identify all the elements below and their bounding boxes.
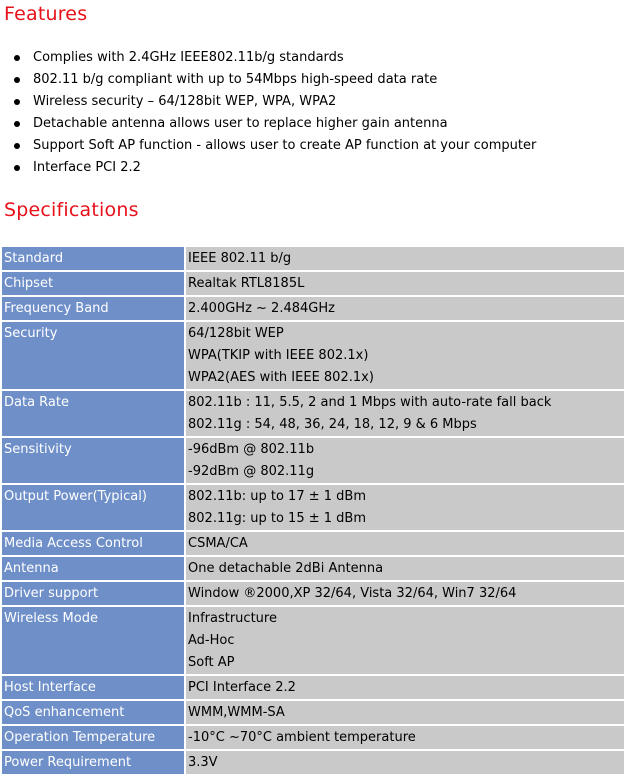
spec-label [2, 247, 184, 270]
spec-value [186, 676, 624, 699]
spec-label-text: Output Power(Typical) [4, 489, 147, 504]
spec-row [2, 532, 624, 555]
spec-row [2, 607, 624, 674]
spec-row [2, 247, 624, 270]
bullet-icon [14, 55, 20, 61]
feature-item [0, 47, 536, 69]
spec-label [2, 532, 184, 555]
bullet-icon [14, 77, 20, 83]
feature-text: Interface PCI 2.2 [33, 160, 141, 175]
spec-label-text: Power Requirement [4, 755, 132, 770]
spec-label-text: Sensitivity [4, 442, 72, 457]
spec-value-line: -96dBm @ 802.11b [188, 442, 315, 457]
feature-item [0, 135, 536, 157]
spec-label [2, 607, 184, 674]
spec-label-text: Chipset [4, 276, 54, 291]
spec-value-line: Realtak RTL8185L [188, 276, 305, 291]
bullet-icon [14, 143, 20, 149]
spec-value [186, 297, 624, 320]
spec-label-text: QoS enhancement [4, 705, 125, 720]
spec-label-text: Standard [4, 251, 64, 266]
features-heading: Features [4, 3, 88, 25]
spec-value-line: Infrastructure [188, 611, 277, 626]
spec-value [186, 582, 624, 605]
spec-row [2, 485, 624, 530]
spec-label [2, 391, 184, 436]
spec-value [186, 322, 624, 389]
spec-row [2, 582, 624, 605]
spec-label-text: Frequency Band [4, 301, 109, 316]
feature-text: 802.11 b/g compliant with up to 54Mbps high-speed data rate [33, 72, 438, 87]
spec-row [2, 676, 624, 699]
spec-value-line: -92dBm @ 802.11g [188, 464, 315, 479]
features-list [0, 47, 536, 179]
spec-row [2, 322, 624, 389]
spec-label [2, 557, 184, 580]
specifications-table [0, 245, 626, 776]
spec-label-text: Driver support [4, 586, 99, 601]
spec-value [186, 557, 624, 580]
spec-label [2, 485, 184, 530]
feature-text: Support Soft AP function - allows user to create AP function at your computer [33, 138, 537, 153]
spec-value-line: 802.11g: up to 15 ± 1 dBm [188, 511, 366, 526]
bullet-icon [14, 165, 20, 171]
spec-value-line: One detachable 2dBi Antenna [188, 561, 384, 576]
spec-label-text: Operation Temperature [4, 730, 156, 745]
feature-item [0, 69, 536, 91]
feature-text: Wireless security – 64/128bit WEP, WPA, WPA2 [33, 94, 337, 109]
bullet-icon [14, 99, 20, 105]
spec-value-line: -10°C ~70°C ambient temperature [188, 730, 416, 745]
spec-label-text: Host Interface [4, 680, 96, 695]
spec-value-line: 2.400GHz ~ 2.484GHz [188, 301, 335, 316]
spec-value-line: 802.11b: up to 17 ± 1 dBm [188, 489, 366, 504]
spec-value-line: CSMA/CA [188, 536, 248, 551]
spec-label-text: Data Rate [4, 395, 69, 410]
spec-value-line: WPA2(AES with IEEE 802.1x) [188, 370, 374, 385]
spec-row [2, 438, 624, 483]
spec-row [2, 391, 624, 436]
spec-label [2, 582, 184, 605]
spec-row [2, 557, 624, 580]
spec-value-line: WPA(TKIP with IEEE 802.1x) [188, 348, 369, 363]
spec-label [2, 322, 184, 389]
spec-label [2, 676, 184, 699]
feature-item [0, 113, 536, 135]
spec-value [186, 532, 624, 555]
spec-row [2, 751, 624, 774]
feature-item [0, 91, 536, 113]
spec-value [186, 751, 624, 774]
spec-label [2, 701, 184, 724]
spec-label [2, 272, 184, 295]
spec-value-line: 3.3V [188, 755, 218, 770]
spec-label [2, 751, 184, 774]
spec-value [186, 272, 624, 295]
spec-value [186, 247, 624, 270]
spec-value-line: Window ®2000,XP 32/64, Vista 32/64, Win7 32/64 [188, 586, 517, 601]
spec-value-line: PCI Interface 2.2 [188, 680, 296, 695]
feature-text: Detachable antenna allows user to replace higher gain antenna [33, 116, 448, 131]
spec-label-text: Antenna [4, 561, 59, 576]
spec-value-line: Ad-Hoc [188, 633, 235, 648]
spec-label [2, 297, 184, 320]
spec-value-line: WMM,WMM-SA [188, 705, 285, 720]
spec-value [186, 391, 624, 436]
spec-value-line: 802.11b : 11, 5.5, 2 and 1 Mbps with auto-rate fall back [188, 395, 552, 410]
spec-value [186, 438, 624, 483]
spec-label-text: Wireless Mode [4, 611, 98, 626]
spec-row [2, 701, 624, 724]
spec-value-line: 64/128bit WEP [188, 326, 284, 341]
spec-value-line: 802.11g : 54, 48, 36, 24, 18, 12, 9 & 6 Mbps [188, 417, 477, 432]
feature-item [0, 157, 536, 179]
spec-row [2, 297, 624, 320]
spec-value [186, 607, 624, 674]
spec-value [186, 701, 624, 724]
spec-label-text: Security [4, 326, 58, 341]
feature-text: Complies with 2.4GHz IEEE802.11b/g standards [33, 50, 344, 65]
bullet-icon [14, 121, 20, 127]
spec-label-text: Media Access Control [4, 536, 143, 551]
spec-label [2, 438, 184, 483]
spec-value-line: IEEE 802.11 b/g [188, 251, 292, 266]
spec-value-line: Soft AP [188, 655, 235, 670]
spec-row [2, 272, 624, 295]
spec-value [186, 485, 624, 530]
specifications-heading: Specifications [4, 199, 139, 221]
